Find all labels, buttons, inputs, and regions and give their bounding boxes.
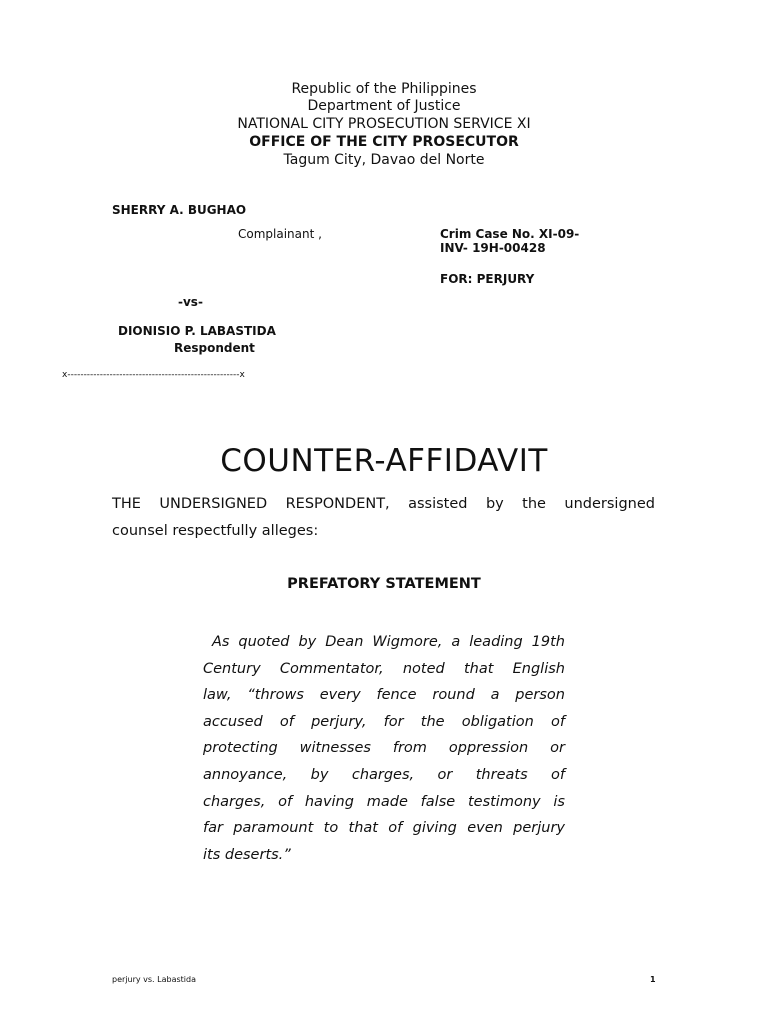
intro-word: THE xyxy=(112,496,141,512)
quote-line: annoyance, by charges, or threats of xyxy=(203,766,565,783)
footer-title: perjury vs. Labastida xyxy=(112,975,196,984)
quote-line: its deserts.” xyxy=(203,846,291,863)
section-heading: PREFATORY STATEMENT xyxy=(287,576,481,592)
intro-word: RESPONDENT, xyxy=(285,496,390,512)
intro-word: assisted xyxy=(408,496,468,512)
intro-line-1 xyxy=(112,495,655,513)
quote-block xyxy=(203,629,565,868)
quote-line: charges, of having made false testimony is xyxy=(203,793,565,810)
case-number-line1: Crim Case No. XI-09- xyxy=(440,227,580,241)
quote-line: protecting witnesses from oppression or xyxy=(203,740,565,757)
versus-label: -vs- xyxy=(178,295,203,309)
complainant-label: Complainant , xyxy=(238,227,322,241)
intro-word: undersigned xyxy=(564,496,655,512)
quote-line: As quoted by Dean Wigmore, a leading 19th xyxy=(203,634,565,650)
case-for-line: FOR: PERJURY xyxy=(440,272,535,286)
caption-divider: x-----------------------------------------------------x xyxy=(62,370,245,380)
header-line-service: NATIONAL CITY PROSECUTION SERVICE XI xyxy=(237,116,531,132)
respondent-label: Respondent xyxy=(174,341,255,355)
header-line-republic: Republic of the Philippines xyxy=(291,81,477,97)
page-number: 1 xyxy=(650,975,656,984)
case-number-line2: INV- 19H-00428 xyxy=(440,241,546,255)
complainant-name: SHERRY A. BUGHAO xyxy=(112,203,247,217)
intro-word: the xyxy=(522,496,546,512)
document-title: COUNTER-AFFIDAVIT xyxy=(220,443,548,479)
header-line-location: Tagum City, Davao del Norte xyxy=(283,152,485,168)
quote-line: law, “throws every fence round a person xyxy=(203,687,565,704)
header-line-office: OFFICE OF THE CITY PROSECUTOR xyxy=(249,134,519,150)
intro-word: UNDERSIGNED xyxy=(159,496,268,512)
quote-line: far paramount to that of giving even perjury xyxy=(203,820,565,837)
intro-word: by xyxy=(485,496,504,512)
header-line-doj: Department of Justice xyxy=(307,98,461,114)
intro-line-2: counsel respectfully alleges: xyxy=(112,523,319,539)
quote-line: Century Commentator, noted that English xyxy=(203,660,565,677)
quote-line: accused of perjury, for the obligation of xyxy=(203,713,565,730)
respondent-name: DIONISIO P. LABASTIDA xyxy=(118,324,276,338)
